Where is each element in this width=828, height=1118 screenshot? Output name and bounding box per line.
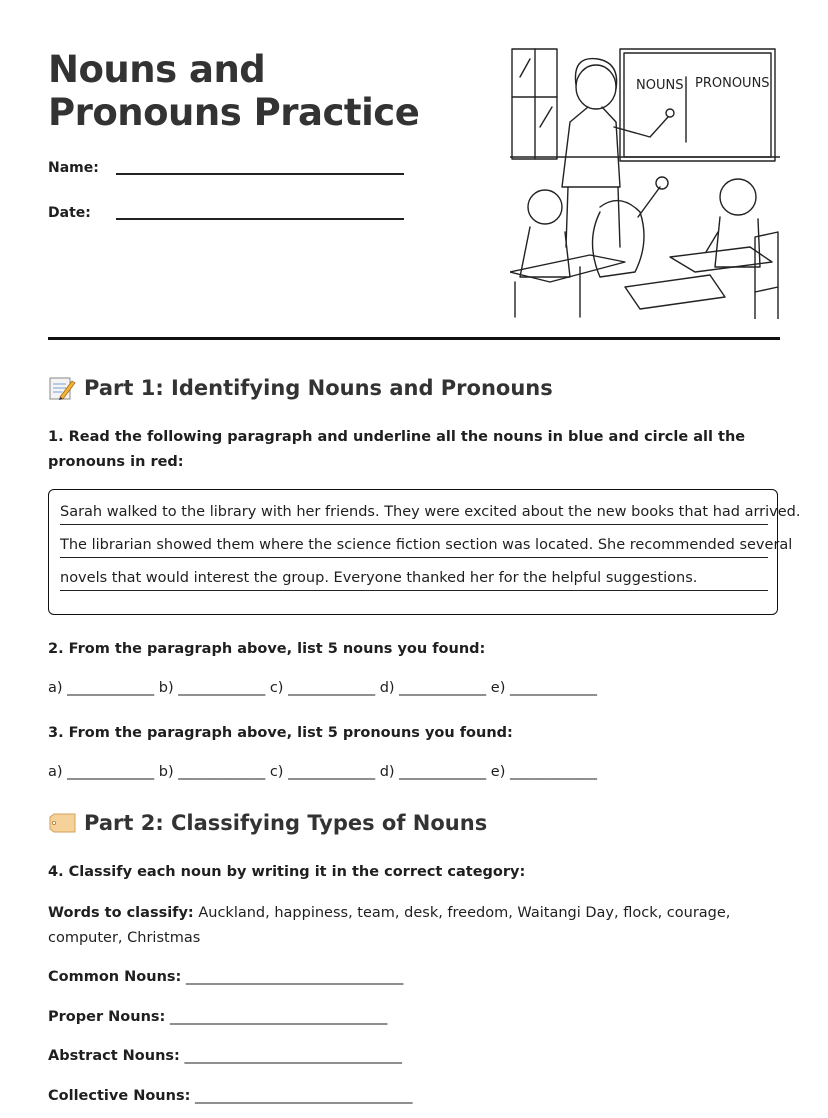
page-title: Nouns and Pronouns Practice [48,48,420,134]
question-3-blanks[interactable]: a) ____________ b) ____________ c) ____________ d) ____________ e) ____________ [48,764,597,780]
paragraph-line-1: Sarah walked to the library with her friends. They were excited about the new books that had arrived. [60,504,801,520]
category-proper[interactable] [48,1009,387,1025]
part2-heading [48,810,487,836]
category-common[interactable] [48,969,403,985]
part1-heading-text: Part 1: Identifying Nouns and Pronouns [84,376,553,400]
board-pronouns-text: PRONOUNS [695,76,770,91]
category-blank[interactable]: ______________________________ [181,969,404,985]
date-field[interactable] [48,205,91,221]
question-3: 3. From the paragraph above, list 5 pronouns you found: [48,725,513,741]
paragraph-rule [60,524,768,525]
question-1: 1. Read the following paragraph and underline all the nouns in blue and circle all the pronouns in red: [48,429,746,470]
category-blank[interactable]: ______________________________ [165,1009,388,1025]
words-list: Auckland, happiness, team, desk, freedom, Waitangi Day, flock, courage, computer, Christmas [48,905,731,946]
question-4: 4. Classify each noun by writing it in the correct category: [48,864,526,880]
paragraph-box [48,489,801,615]
paragraph-rule [60,557,768,558]
category-blank[interactable]: ______________________________ [179,1048,402,1064]
part1-heading [48,375,553,401]
name-field[interactable] [48,160,99,176]
category-collective[interactable] [48,1088,413,1104]
paragraph-line-2: The librarian showed them where the science fiction section was located. She recommended several [60,537,793,553]
category-blank[interactable]: ______________________________ [190,1088,413,1104]
board-nouns-text: NOUNS [636,78,684,93]
question-2-blanks[interactable]: a) ____________ b) ____________ c) ____________ d) ____________ e) ____________ [48,680,597,696]
memo-icon [48,375,76,401]
words-to-classify [48,901,778,951]
category-label: Proper Nouns: [48,1009,166,1025]
date-line[interactable] [116,218,404,220]
words-label: Words to classify: [48,905,194,921]
category-abstract[interactable] [48,1048,402,1064]
classroom-illustration [510,47,780,319]
paragraph-line-3: novels that would interest the group. Everyone thanked her for the helpful suggestions. [60,570,698,586]
name-line[interactable] [116,173,404,175]
category-label: Abstract Nouns: [48,1048,180,1064]
category-label: Common Nouns: [48,969,182,985]
label-tag-icon [48,810,76,836]
question-2: 2. From the paragraph above, list 5 nouns you found: [48,641,486,657]
category-label: Collective Nouns: [48,1088,191,1104]
date-label: Date: [48,205,91,221]
part2-heading-text: Part 2: Classifying Types of Nouns [84,811,488,835]
name-label: Name: [48,160,99,176]
paragraph-rule [60,590,768,591]
divider [48,337,780,340]
